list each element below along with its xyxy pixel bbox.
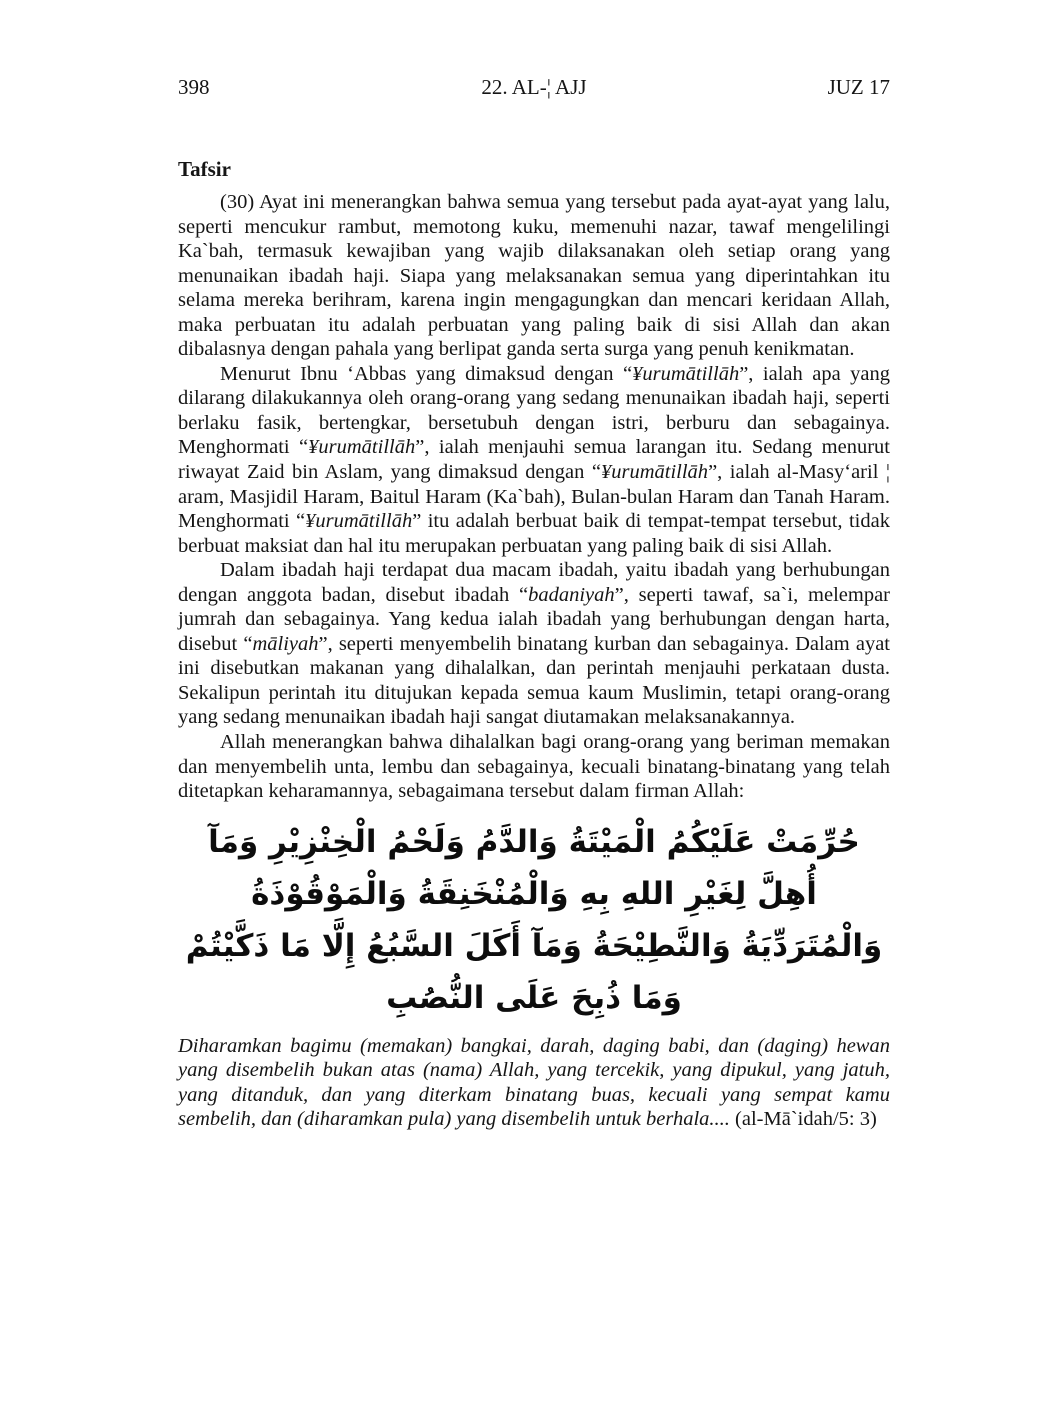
paragraph-text: ” itu adalah berbuat baik di tempat-tempat tersebut, tidak berbuat maksiat dan hal itu merupakan perbuatan yang paling baik di sisi Allah. xyxy=(178,510,890,557)
verse-translation xyxy=(178,1034,890,1132)
surah-title: 22. AL-¦ AJJ xyxy=(481,75,587,99)
paragraph-dua-macam-ibadah xyxy=(178,558,890,730)
term-hurumatillah: ¥urumātillāh xyxy=(600,461,709,484)
verse-reference: (al-Mā`idah/5: 3) xyxy=(735,1108,877,1131)
term-hurumatillah: ¥urumātillāh xyxy=(632,362,740,385)
paragraph-text: ”, ialah al-Masy‘aril ¦ aram, Masjidil Haram, Baitul Haram (Ka`bah), Bulan-bulan Haram dan Tanah Haram. Menghormati “ xyxy=(178,461,890,533)
paragraph-ibnu-abbas xyxy=(178,362,890,558)
paragraph-text: ”, seperti menyembelih binatang kurban dan sebagainya. Dalam ayat ini disebutkan makanan yang dihalalkan, dan perintah menjauhi perkataan dusta. Sekalipun perintah itu ditujukan kepada semua kaum Muslimin, tetapi orang-orang yang sedang menunaikan ibadah haji sangat diutamakan melaksanakannya. xyxy=(178,632,890,729)
juz-label: JUZ 17 xyxy=(827,75,890,99)
arabic-verse xyxy=(178,816,890,1024)
page-number: 398 xyxy=(178,75,210,99)
page-header xyxy=(178,75,890,100)
term-badaniyah: badaniyah xyxy=(528,583,615,606)
paragraph-text: (30) Ayat ini menerangkan bahwa semua yang tersebut pada ayat-ayat yang lalu, seperti mencukur rambut, memotong kuku, memenuhi nazar, tawaf mengelilingi Ka`bah, termasuk kewajiban yang wajib dilaksanakan oleh setiap orang yang menunaikan ibadah haji. Siapa yang melaksanakan semua yang diperintahkan itu selama mereka berihram, karena ingin mengagungkan dan mencari keridaan Allah, maka perbuatan itu adalah perbuatan yang paling baik di sisi Allah dan akan dibalasnya dengan pahala yang berlipat ganda serta surga yang penuh kenikmatan. xyxy=(178,191,890,361)
term-hurumatillah: ¥urumātillāh xyxy=(305,510,413,533)
arabic-verse-line-2: وَالْمُتَرَدِّيَةُ وَالنَّطِيْحَةُ وَمَآ أَكَلَ السَّبُعُ إِلَّا مَا ذَكَّيْتُمْ وَمَا ذُبِحَ عَلَى النُّصُبِ xyxy=(185,927,883,1016)
paragraph-ayat-30 xyxy=(178,190,890,362)
paragraph-dihalalkan xyxy=(178,730,890,804)
paragraph-text: ”, seperti tawaf, sa`i, melempar jumrah dan sebagainya. Yang kedua ialah ibadah yang berhubungan dengan harta, disebut “ xyxy=(178,583,891,655)
paragraph-text: Menurut Ibnu ‘Abbas yang dimaksud dengan “ xyxy=(220,362,633,385)
term-hurumatillah: ¥urumātillāh xyxy=(308,436,416,459)
paragraph-text: Allah menerangkan bahwa dihalalkan bagi orang-orang yang beriman memakan dan menyembelih unta, lembu dan sebagainya, kecuali binatang-binatang yang telah ditetapkan keharamannya, sebagaimana tersebut dalam firman Allah: xyxy=(178,731,890,803)
translation-text: Diharamkan bagimu (memakan) bangkai, darah, daging babi, dan (daging) hewan yang disembelih bukan atas (nama) Allah, yang tercekik, yang dipukul, yang jatuh, yang ditanduk, dan yang diterkam binatang buas, kecuali yang sempat kamu sembelih, dan (diharamkan pula) yang disembelih untuk berhala.... xyxy=(178,1034,890,1131)
paragraph-text: ”, ialah apa yang dilarang dilakukannya oleh orang-orang yang sedang menunaikan ibadah haji, seperti berlaku fasik, bertengkar, bersetubuh dengan istri, berburu dan sebagainya. Menghormati “ xyxy=(178,362,891,459)
paragraph-text: Dalam ibadah haji terdapat dua macam ibadah, yaitu ibadah yang berhubungan dengan anggota badan, disebut ibadah “ xyxy=(178,559,890,606)
arabic-verse-line-1: حُرِّمَتْ عَلَيْكُمُ الْمَيْتَةُ وَالدَّمُ وَلَحْمُ الْخِنْزِيْرِ وَمَآ أُهِلَّ لِغَيْرِ اللهِ بِهِ وَالْمُنْخَنِقَةُ وَالْمَوْقُوْذَةُ xyxy=(208,823,860,912)
paragraph-text: ”, ialah menjauhi semua larangan itu. Sedang menurut riwayat Zaid bin Aslam, yang dimaksud dengan “ xyxy=(178,436,890,484)
section-heading-tafsir: Tafsir xyxy=(178,157,231,181)
term-maliyah: māliyah xyxy=(252,632,319,655)
